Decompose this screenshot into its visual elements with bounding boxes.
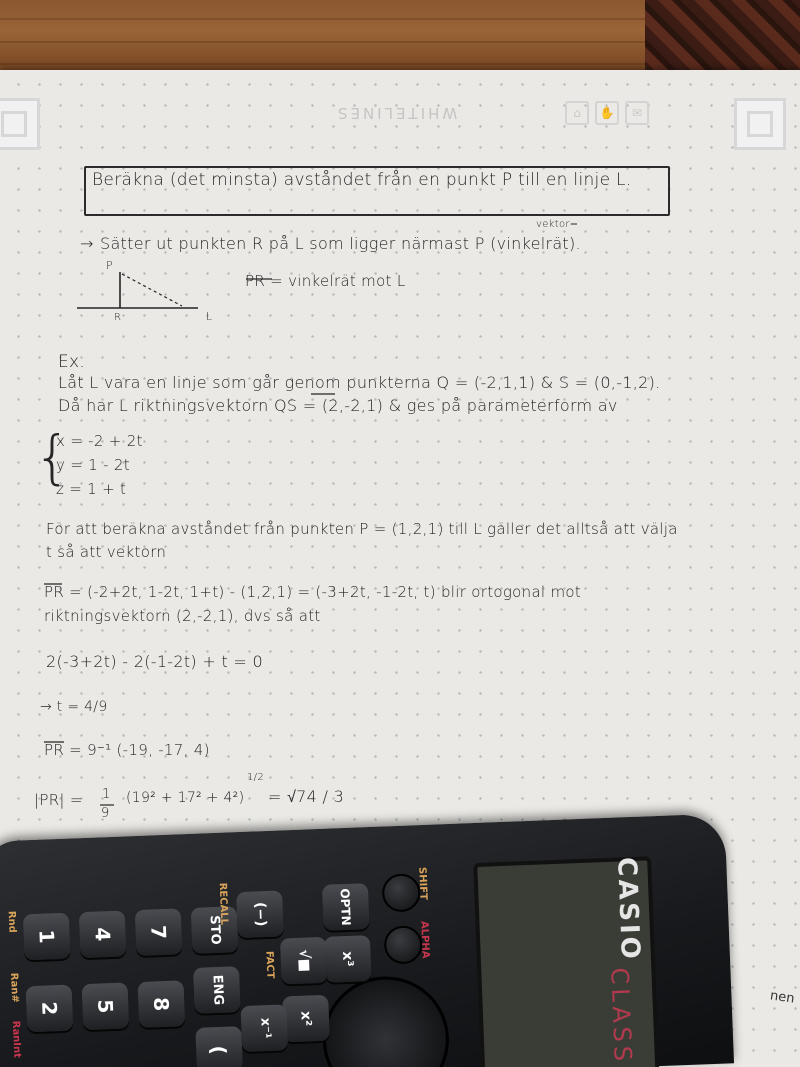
shift-key[interactable] [382, 873, 421, 912]
orthogonality-equation: 2(-3+2t) - 2(-1-2t) + t = 0 [46, 652, 263, 671]
paragraph-line2: t så att vektorn [46, 543, 167, 561]
pr-length-rest: (19² + 17² + 4²) [126, 790, 245, 806]
key-sto[interactable]: STO [191, 906, 239, 954]
alpha-key[interactable] [384, 925, 423, 964]
ranint-label: RanInt [9, 1020, 23, 1059]
key-8[interactable]: 8 [137, 980, 185, 1028]
dashed-line [122, 274, 182, 306]
pr-length-result: = √74 / 3 [268, 787, 345, 806]
label-p: P [106, 259, 113, 272]
pr-line1: PR = (-2+2t, 1-2t, 1+t) - (1,2,1) = (-3+2t, -1-2t, t) blir ortogonal mot [44, 583, 582, 601]
pr-length-exponent: 1/2 [247, 772, 264, 783]
ran-label: Ran# [8, 972, 21, 1003]
key-sqrt[interactable]: √■ [280, 937, 328, 985]
calculator [0, 813, 734, 1067]
example-label: Ex. [58, 352, 86, 372]
vector-note: vektor= [536, 219, 579, 230]
step1-arrow: → [80, 234, 94, 253]
fraction-denominator: 9 [101, 806, 110, 821]
fact-label: FACT [263, 950, 276, 979]
title-text: Beräkna (det minsta) avståndet från en punkt P till en linje L. [92, 170, 632, 190]
fraction-numerator: 1 [102, 787, 111, 802]
key-eng[interactable]: ENG [193, 966, 241, 1014]
system-x: x = -2 + 2t [56, 432, 143, 450]
t-result: → t = 4/9 [40, 699, 108, 715]
pr-line2: riktningsvektorn (2,-2,1), dvs så att [44, 607, 321, 625]
key-optn[interactable]: OPTN [322, 883, 370, 931]
key-4[interactable]: 4 [79, 910, 127, 958]
key-open-paren[interactable]: ( [195, 1026, 243, 1067]
example-line1: Låt L vara en linje som går genom punkterna Q = (-2,1,1) & S = (0,-1,2). [58, 373, 661, 392]
system-z: z = 1 + t [56, 480, 127, 498]
calculator-model: CLASS [605, 967, 638, 1066]
rnd-label: Rnd [5, 910, 18, 934]
pr-vector: PR = 9⁻¹ (-19, -17, 4) [44, 741, 210, 759]
system-y: y = 1 - 2t [56, 456, 130, 474]
notebook-brand: WHITELINES [335, 104, 458, 122]
calculator-brand: CASIO [611, 856, 646, 963]
diagram-caption: PR = vinkelrät mot L [245, 272, 406, 290]
label-r: R [114, 312, 122, 323]
system-brace: { [34, 423, 71, 491]
recall-label: RECALL [216, 882, 230, 926]
shift-label: SHIFT [416, 866, 429, 901]
margin-word: nen [769, 988, 796, 1007]
key-negative[interactable]: (−) [236, 890, 284, 938]
key-square[interactable]: x² [282, 995, 330, 1043]
step1-text: Sätter ut punkten R på L som ligger närmast P (vinkelrät). [100, 234, 581, 253]
key-cube[interactable]: x³ [324, 935, 372, 983]
key-1[interactable]: 1 [23, 913, 71, 961]
key-5[interactable]: 5 [82, 982, 130, 1030]
home-icon: ⌂ [565, 101, 589, 125]
paragraph-line1: För att beräkna avståndet från punkten P = (1,2,1) till L gäller det alltså att välja [46, 520, 678, 538]
hand-icon: ✋ [595, 101, 619, 125]
alpha-label: ALPHA [418, 920, 431, 959]
example-line2: Då har L riktningsvektorn QS = (2,-2,1) & ges på parameterform av [58, 396, 618, 415]
direction-pad[interactable] [321, 974, 452, 1067]
label-l: L [206, 310, 213, 323]
key-7[interactable]: 7 [135, 908, 183, 956]
key-2[interactable]: 2 [26, 985, 74, 1033]
key-inverse[interactable]: x⁻¹ [240, 1004, 288, 1052]
mail-icon: ✉ [625, 101, 649, 125]
pr-length-lhs: |PR| = [34, 791, 83, 809]
